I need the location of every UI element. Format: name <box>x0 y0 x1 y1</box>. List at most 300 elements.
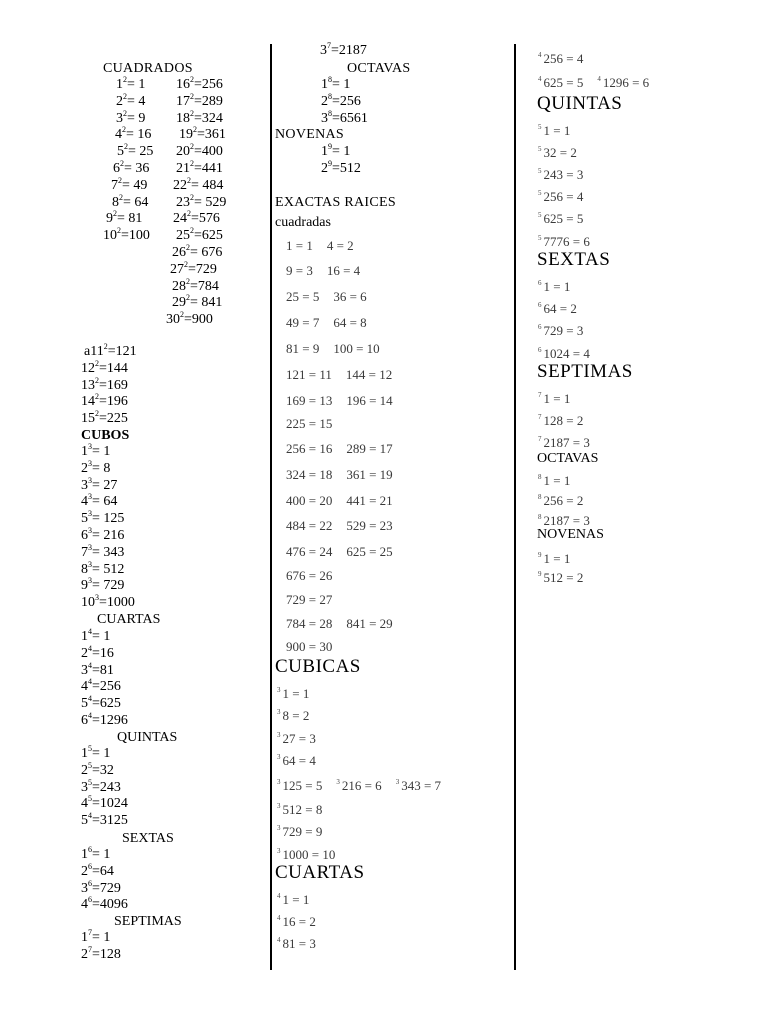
power-base: 16 <box>176 77 190 92</box>
sixth-root-row <box>538 320 583 338</box>
root-expression: 256 = 4 <box>543 189 584 204</box>
square-entry <box>103 228 150 244</box>
square-entry <box>172 245 222 261</box>
square-entry <box>111 175 148 194</box>
root-expression: 32 = 2 <box>543 145 577 160</box>
power-base: 1 <box>321 77 328 92</box>
power-base: 2 <box>321 93 328 109</box>
power-result: = 343 <box>92 544 125 560</box>
power-exponent: 6 <box>88 878 92 888</box>
col1-quintas-title: QUINTAS <box>117 730 178 745</box>
power-result: = 8 <box>92 460 111 476</box>
square-entry <box>170 259 217 278</box>
square-entry <box>81 358 128 377</box>
root-index: 8 <box>538 473 542 481</box>
root-index: 8 <box>538 513 542 521</box>
root-index: 5 <box>538 234 542 242</box>
power-base: 4 <box>115 127 122 143</box>
power-base: 28 <box>172 278 186 294</box>
power-result: =100 <box>121 228 150 244</box>
eighth-root-row <box>538 470 570 488</box>
power-exponent: 2 <box>95 392 99 402</box>
fourth-root-row <box>538 72 649 90</box>
root-expression: 225 = 15 <box>286 416 333 431</box>
cube-root-row <box>277 799 322 817</box>
power-base: 1 <box>81 930 88 945</box>
fourth-power-entry <box>81 696 121 712</box>
power-exponent: 3 <box>88 542 92 552</box>
root-expression: 512 = 8 <box>282 802 323 817</box>
power-result: =64 <box>92 863 114 879</box>
root-index: 6 <box>538 279 542 287</box>
root-expression: 36 = 6 <box>333 289 367 304</box>
cube-entry <box>81 444 110 460</box>
power-result: =625 <box>92 696 121 712</box>
power-result: = 1 <box>92 930 111 945</box>
sixth-root-row <box>538 276 570 294</box>
cube-entry <box>81 511 124 527</box>
power-exponent: 2 <box>190 75 194 84</box>
fifth-power-entry <box>81 777 121 796</box>
power-base: 3 <box>81 662 88 678</box>
power-exponent: 5 <box>88 777 92 787</box>
square-entry <box>176 108 223 127</box>
root-expression: 27 = 3 <box>282 731 316 746</box>
root-expression: 2187 = 3 <box>543 513 590 528</box>
power-result: =169 <box>99 377 128 393</box>
power-result: = 1 <box>92 746 111 761</box>
cube-root-row <box>277 705 309 723</box>
power-result: =361 <box>197 127 226 143</box>
root-index: 3 <box>277 778 281 786</box>
power-result: = 216 <box>92 528 125 543</box>
power-base: 4 <box>81 679 88 695</box>
power-exponent: 2 <box>190 91 194 101</box>
power-exponent: 2 <box>187 209 191 219</box>
power-base: 13 <box>81 377 95 393</box>
power-exponent: 2 <box>186 293 190 303</box>
root-expression: 900 = 30 <box>286 639 333 654</box>
root-expression: 81 = 3 <box>282 936 316 951</box>
root-expression: 4 = 2 <box>326 238 354 253</box>
fourth-power-entry <box>81 629 110 645</box>
power-exponent: 2 <box>180 310 184 320</box>
root-expression: 784 = 28 <box>286 616 333 631</box>
cuadradas-subtitle: cuadradas <box>275 215 331 230</box>
sixth-power-entry <box>81 878 121 897</box>
power-exponent: 3 <box>88 509 92 519</box>
power-result: =256 <box>332 93 361 109</box>
square-entry <box>172 295 222 311</box>
power-base: 2 <box>81 946 88 962</box>
root-expression: 324 = 18 <box>286 467 333 482</box>
power-exponent: 7 <box>327 41 331 50</box>
square-entry <box>176 228 223 244</box>
root-expression: 2187 = 3 <box>543 435 590 450</box>
power-result: =289 <box>194 93 223 109</box>
power-result: =256 <box>194 77 223 92</box>
power-result: =128 <box>92 946 121 962</box>
root-expression: 625 = 25 <box>346 544 393 559</box>
power-exponent: 2 <box>190 108 194 118</box>
square-root-row <box>286 238 354 253</box>
root-expression: 1296 = 6 <box>602 75 650 90</box>
root-index: 8 <box>538 493 542 501</box>
power-base: 6 <box>113 161 120 176</box>
power-base: 18 <box>176 110 190 126</box>
power-base: 3 <box>321 110 328 126</box>
eighth-power-entry <box>321 77 350 93</box>
power-base: 3 <box>320 43 327 58</box>
root-expression: 1 = 1 <box>543 123 571 138</box>
root-index: 4 <box>538 51 542 59</box>
square-root-row <box>286 568 332 583</box>
root-index: 9 <box>538 570 542 578</box>
power-result: = 1 <box>92 629 111 644</box>
root-expression: 169 = 13 <box>286 393 333 408</box>
power-result: = 484 <box>191 177 224 193</box>
square-entry <box>81 375 128 394</box>
power-base: 1 <box>81 444 88 459</box>
ninth-root-row <box>538 548 570 566</box>
power-entry <box>320 43 367 59</box>
power-base: 5 <box>81 511 88 527</box>
fifth-root-row <box>538 164 583 182</box>
square-root-row <box>286 263 360 278</box>
root-expression: 1 = 1 <box>282 686 310 701</box>
square-entry <box>179 127 226 143</box>
seventh-root-row <box>538 432 590 450</box>
power-exponent: 4 <box>88 694 92 704</box>
square-entry <box>112 192 149 211</box>
cube-entry <box>81 595 135 611</box>
power-result: =121 <box>107 344 137 359</box>
root-expression: 1000 = 10 <box>282 847 336 862</box>
power-exponent: 4 <box>88 677 92 687</box>
power-base: 2 <box>81 460 88 476</box>
square-entry <box>115 127 151 143</box>
power-result: =576 <box>191 211 220 227</box>
seventh-root-row <box>538 410 583 428</box>
power-exponent: 2 <box>118 175 122 185</box>
power-exponent: 2 <box>190 142 194 152</box>
power-exponent: 2 <box>190 226 194 236</box>
root-index: 5 <box>538 123 542 131</box>
root-index: 3 <box>395 778 400 786</box>
power-exponent: 2 <box>113 209 117 219</box>
power-result: =512 <box>332 160 361 176</box>
col1-sextas-title: SEXTAS <box>122 831 174 846</box>
fifth-power-entry <box>81 813 128 829</box>
power-exponent: 6 <box>88 845 92 854</box>
root-index: 6 <box>538 323 542 331</box>
power-exponent: 2 <box>119 192 123 202</box>
root-index: 3 <box>277 802 281 810</box>
power-base: 7 <box>81 544 88 560</box>
cuadrados-title: CUADRADOS <box>103 61 193 76</box>
square-entry <box>116 77 145 93</box>
power-exponent: 3 <box>88 576 92 586</box>
ninth-power-entry <box>321 144 350 160</box>
power-base: 1 <box>81 847 88 862</box>
root-expression: 100 = 10 <box>333 341 380 356</box>
seventh-power-entry <box>81 930 110 946</box>
power-base: 2 <box>321 160 328 176</box>
power-result: =81 <box>92 662 114 678</box>
root-index: 4 <box>597 75 601 83</box>
root-index: 4 <box>277 914 281 922</box>
power-exponent: 2 <box>124 142 128 152</box>
power-result: =1024 <box>92 796 128 812</box>
power-exponent: 3 <box>88 475 92 485</box>
power-base: a11 <box>84 344 104 359</box>
power-base: 30 <box>166 312 180 328</box>
power-base: 26 <box>172 245 186 260</box>
square-root-row <box>286 315 367 330</box>
square-entry <box>172 276 219 295</box>
power-exponent: 2 <box>190 159 194 168</box>
power-exponent: 7 <box>88 928 92 937</box>
power-result: =196 <box>99 394 128 410</box>
square-entry <box>173 175 224 194</box>
power-result: = 841 <box>190 295 223 311</box>
fifth-power-entry <box>81 796 128 812</box>
root-expression: 841 = 29 <box>346 616 393 631</box>
power-result: =2187 <box>331 43 367 58</box>
root-index: 4 <box>277 892 281 900</box>
power-result: = 9 <box>127 110 146 126</box>
root-index: 6 <box>538 301 542 309</box>
power-result: =4096 <box>92 897 128 913</box>
power-exponent: 2 <box>184 259 188 269</box>
root-expression: 729 = 3 <box>543 323 584 338</box>
power-base: 2 <box>81 863 88 879</box>
power-result: = 729 <box>92 578 125 594</box>
root-expression: 144 = 12 <box>345 367 393 382</box>
root-expression: 9 = 3 <box>286 263 313 278</box>
root-index: 3 <box>277 708 281 716</box>
root-expression: 64 = 4 <box>282 753 316 768</box>
root-expression: 243 = 3 <box>543 167 584 182</box>
fourth-root-row <box>277 933 316 951</box>
root-expression: 125 = 5 <box>282 778 323 793</box>
power-base: 5 <box>81 813 88 829</box>
square-root-row <box>286 544 393 559</box>
root-expression: 256 = 16 <box>286 441 333 456</box>
square-entry <box>117 144 153 160</box>
cube-entry <box>81 578 124 594</box>
power-exponent: 3 <box>88 526 92 535</box>
root-expression: 1 = 1 <box>282 892 310 907</box>
square-entry <box>173 211 220 227</box>
seventh-root-row <box>538 388 570 406</box>
root-expression: 361 = 19 <box>346 467 393 482</box>
power-exponent: 9 <box>328 142 332 151</box>
root-expression: 1 = 1 <box>543 391 571 406</box>
root-index: 3 <box>277 686 281 694</box>
cube-root-row <box>277 683 309 701</box>
col1-cuartas-title: CUARTAS <box>97 612 161 627</box>
root-expression: 512 = 2 <box>543 570 584 585</box>
power-exponent: 2 <box>122 125 126 135</box>
root-expression: 16 = 2 <box>282 914 316 929</box>
power-exponent: 3 <box>88 458 92 468</box>
root-expression: 81 = 9 <box>286 341 320 356</box>
power-exponent: 8 <box>328 91 332 101</box>
col3-septimas-title: SEPTIMAS <box>537 361 633 382</box>
power-base: 1 <box>116 77 123 92</box>
root-expression: 441 = 21 <box>346 493 393 508</box>
root-expression: 64 = 2 <box>543 301 577 316</box>
power-base: 9 <box>106 211 113 227</box>
root-index: 7 <box>538 413 542 421</box>
root-expression: 625 = 5 <box>543 211 584 226</box>
root-index: 5 <box>538 145 542 153</box>
power-exponent: 2 <box>123 91 127 101</box>
fourth-root-row <box>277 911 316 929</box>
root-expression: 64 = 8 <box>333 315 367 330</box>
power-exponent: 2 <box>186 276 190 286</box>
power-base: 27 <box>170 261 184 277</box>
power-base: 10 <box>81 595 95 611</box>
square-entry <box>84 344 137 360</box>
power-result: =6561 <box>332 110 368 126</box>
power-exponent: 2 <box>95 409 99 419</box>
square-root-row <box>286 416 332 431</box>
power-exponent: 8 <box>328 75 332 84</box>
square-root-row <box>286 493 393 508</box>
power-result: =225 <box>99 411 128 427</box>
power-base: 5 <box>81 696 88 712</box>
power-exponent: 4 <box>88 627 92 636</box>
cubos-title: CUBOS <box>81 428 130 443</box>
power-exponent: 9 <box>328 158 332 168</box>
cube-root-row <box>277 775 441 793</box>
power-result: = 64 <box>123 194 149 210</box>
power-exponent: 2 <box>190 192 194 202</box>
power-base: 1 <box>81 746 88 761</box>
power-exponent: 2 <box>117 226 121 236</box>
cube-entry <box>81 559 125 578</box>
root-index: 5 <box>538 211 542 219</box>
cube-entry <box>81 475 118 494</box>
cube-root-row <box>277 821 322 839</box>
power-result: =400 <box>194 144 223 160</box>
power-base: 14 <box>81 394 95 410</box>
root-index: 7 <box>538 391 542 399</box>
power-result: =784 <box>190 278 219 294</box>
fourth-root-row <box>538 48 583 66</box>
power-base: 3 <box>81 477 88 493</box>
power-base: 8 <box>112 194 119 210</box>
power-result: =1296 <box>92 713 128 728</box>
fifth-root-row <box>538 142 577 160</box>
fifth-root-row <box>538 208 583 226</box>
col3-octavas-title: OCTAVAS <box>537 451 599 466</box>
fifth-root-row <box>538 120 570 138</box>
power-base: 21 <box>176 161 190 176</box>
root-expression: 529 = 23 <box>346 518 393 533</box>
root-expression: 289 = 17 <box>346 441 393 456</box>
fifth-root-row <box>538 186 583 204</box>
power-result: = 1 <box>127 77 146 92</box>
power-exponent: 3 <box>88 559 92 569</box>
power-result: = 1 <box>332 77 351 92</box>
power-exponent: 2 <box>193 125 197 135</box>
root-index: 4 <box>277 936 281 944</box>
root-index: 3 <box>277 824 281 832</box>
power-result: =729 <box>188 261 217 277</box>
root-index: 5 <box>538 189 542 197</box>
power-base: 25 <box>176 228 190 244</box>
power-exponent: 6 <box>88 861 92 871</box>
col3-quintas-title: QUINTAS <box>537 93 623 114</box>
sixth-power-entry <box>81 897 128 913</box>
cube-entry <box>81 458 111 477</box>
power-result: =16 <box>92 645 114 661</box>
root-expression: 49 = 7 <box>286 315 320 330</box>
square-root-row <box>286 467 393 482</box>
square-root-row <box>286 518 393 533</box>
power-exponent: 4 <box>88 660 92 670</box>
power-base: 17 <box>176 93 190 109</box>
root-index: 4 <box>538 75 542 83</box>
power-result: = 81 <box>117 211 143 227</box>
power-result: = 1 <box>92 444 111 459</box>
col2-octavas-title: OCTAVAS <box>347 61 411 76</box>
power-result: =243 <box>92 779 121 795</box>
square-entry <box>166 312 213 328</box>
col3-sextas-title: SEXTAS <box>537 249 611 270</box>
root-expression: 1024 = 4 <box>543 346 590 361</box>
power-exponent: 5 <box>88 760 92 770</box>
root-index: 7 <box>538 435 542 443</box>
root-expression: 1 = 1 <box>543 551 571 566</box>
power-result: =3125 <box>92 813 128 829</box>
power-exponent: 4 <box>88 811 92 821</box>
power-result: = 16 <box>126 127 152 143</box>
power-base: 1 <box>81 629 88 644</box>
power-base: 24 <box>173 211 187 227</box>
power-base: 3 <box>81 779 88 795</box>
power-exponent: 8 <box>328 108 332 118</box>
seventh-power-entry <box>81 944 121 963</box>
power-result: =144 <box>99 360 128 376</box>
fourth-power-entry <box>81 713 128 729</box>
square-root-row <box>286 289 367 304</box>
power-exponent: 4 <box>88 643 92 653</box>
power-base: 22 <box>173 177 187 193</box>
power-exponent: 7 <box>88 944 92 954</box>
square-root-row <box>286 616 393 631</box>
square-entry <box>81 394 128 410</box>
root-expression: 729 = 9 <box>282 824 323 839</box>
power-result: =729 <box>92 880 121 896</box>
root-expression: 625 = 5 <box>543 75 584 90</box>
power-base: 20 <box>176 144 190 160</box>
power-result: = 125 <box>92 511 125 527</box>
root-expression: 121 = 11 <box>286 367 332 382</box>
power-result: = 64 <box>92 494 118 510</box>
square-entry <box>176 161 223 177</box>
eighth-power-entry <box>321 91 361 110</box>
column-divider-left <box>270 44 272 970</box>
power-result: = 27 <box>92 477 118 493</box>
root-index: 9 <box>538 551 542 559</box>
power-base: 6 <box>81 528 88 543</box>
fifth-power-entry <box>81 746 110 762</box>
root-index: 3 <box>277 847 281 855</box>
